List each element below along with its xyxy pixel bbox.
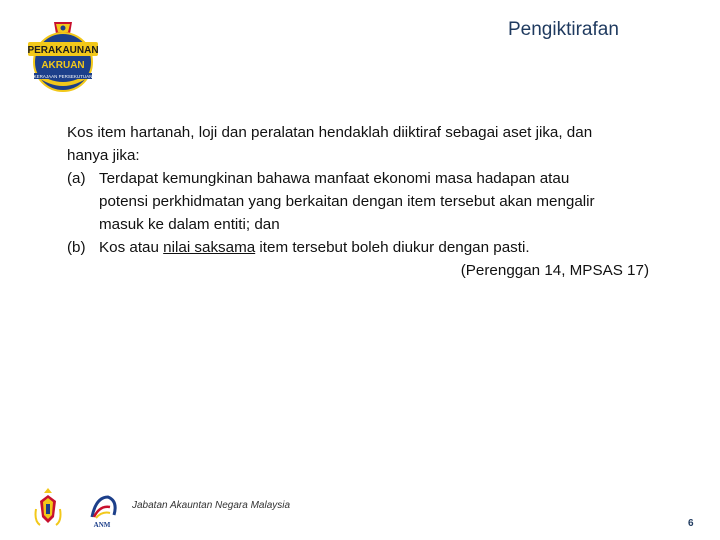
svg-text:PERAKAUNAN: PERAKAUNAN: [27, 45, 99, 56]
slide-body: [67, 121, 667, 282]
item-a-line3: masuk ke dalam entiti; dan: [99, 216, 280, 233]
item-b-text-before: Kos atau: [99, 239, 164, 256]
footer-org-name: Jabatan Akauntan Negara Malaysia: [132, 500, 291, 511]
list-marker-b: (b): [67, 239, 86, 256]
list-item-a: [67, 167, 667, 236]
item-b-underlined-term: nilai saksama: [163, 239, 256, 256]
perakaunan-akruan-logo: [20, 20, 106, 92]
item-a-line1: Terdapat kemungkinan bahawa manfaat ekonomi masa hadapan atau: [99, 170, 570, 187]
list-marker-a: (a): [67, 170, 86, 187]
intro-text-line1: Kos item hartanah, loji dan peralatan hendaklah diiktiraf sebagai aset jika, dan: [67, 124, 593, 141]
reference-citation: (Perenggan 14, MPSAS 17): [460, 262, 649, 279]
item-b-text-after: item tersebut boleh diukur dengan pasti.: [255, 239, 530, 256]
anm-logo-text: ANM: [93, 521, 111, 529]
svg-text:AKRUAN: AKRUAN: [41, 60, 85, 71]
anm-logo-icon: [92, 497, 115, 518]
list-item-b: [67, 236, 667, 259]
coat-of-arms-icon: [36, 488, 61, 525]
intro-text-line2: hanya jika:: [67, 147, 140, 164]
svg-text:KERAJAAN PERSEKUTUAN: KERAJAAN PERSEKUTUAN: [33, 74, 93, 79]
slide-title: Pengiktirafan: [508, 19, 619, 40]
item-a-line2: potensi perkhidmatan yang berkaitan dengan item tersebut akan mengalir: [99, 193, 595, 210]
footer-logos: [34, 487, 118, 529]
page-number: 6: [688, 518, 694, 529]
